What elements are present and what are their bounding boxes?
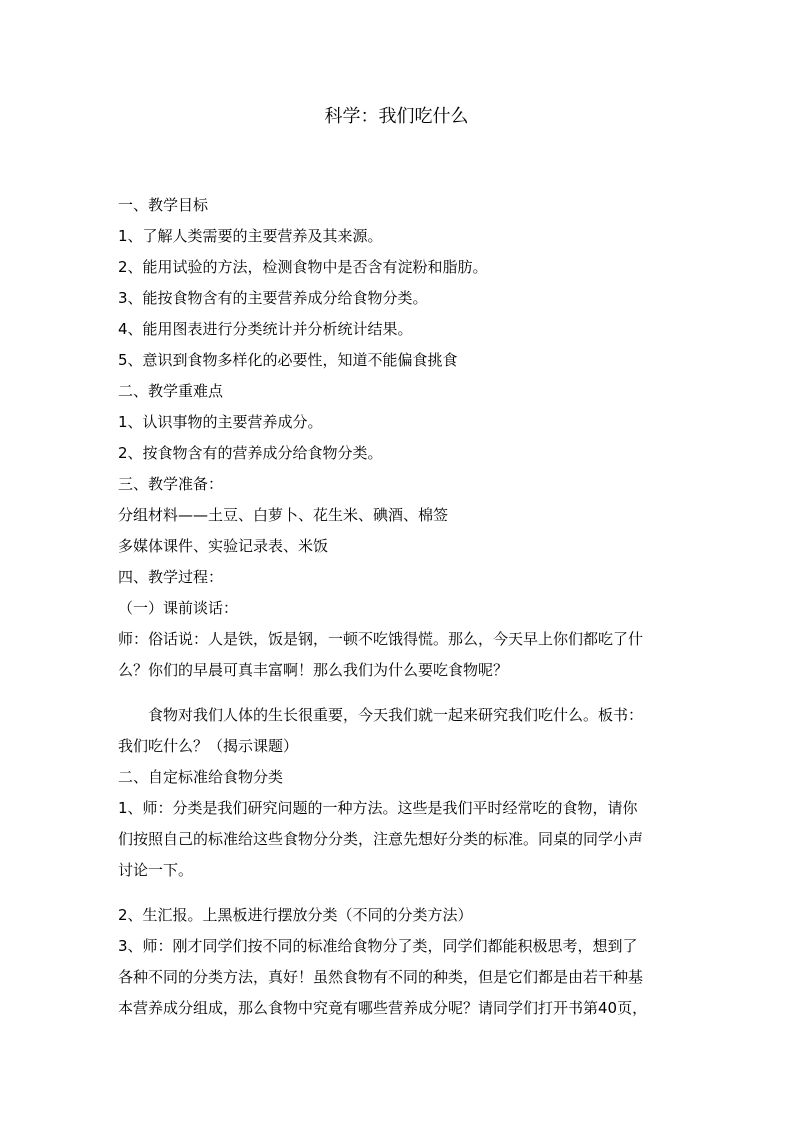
section-heading: 四、教学过程：	[118, 568, 224, 586]
paragraph-line: 本营养成分组成，那么食物中究竟有哪些营养成分呢？请同学们打开书第40页，	[118, 999, 648, 1017]
paragraph-line: 们按照自己的标准给这些食物分分类，注意先想好分类的标准。同桌的同学小声	[118, 830, 644, 848]
list-item: 2、按食物含有的营养成分给食物分类。	[118, 444, 383, 462]
section-heading: 二、自定标准给食物分类	[118, 768, 284, 786]
list-item: 1、了解人类需要的主要营养及其来源。	[118, 227, 383, 245]
paragraph-line: 讨论一下。	[118, 861, 194, 879]
section-heading: 二、教学重难点	[118, 382, 224, 400]
paragraph-gap	[118, 886, 678, 900]
paragraph-line: 1、师：分类是我们研究问题的一种方法。这些是我们平时经常吃的食物，请你	[118, 799, 638, 817]
list-item: 1、认识事物的主要营养成分。	[118, 413, 323, 431]
paragraph-line: 师：俗话说：人是铁，饭是钢，一顿不吃饿得慌。那么，今天早上你们都吃了什	[118, 630, 644, 648]
section-heading: 一、教学目标	[118, 196, 209, 214]
paragraph-line: 我们吃什么？（揭示课题）	[118, 737, 299, 755]
list-item: 4、能用图表进行分类统计并分析统计结果。	[118, 320, 413, 338]
paragraph-line: 食物对我们人体的生长很重要，今天我们就一起来研究我们吃什么。板书：	[148, 706, 644, 724]
paragraph-line: 2、生汇报。上黑板进行摆放分类（不同的分类方法）	[118, 906, 473, 924]
paragraph-line: 各种不同的分类方法，真好！虽然食物有不同的种类，但是它们都是由若干种基	[118, 968, 644, 986]
list-item: 5、意识到食物多样化的必要性，知道不能偏食挑食	[118, 351, 458, 369]
paragraph-line: 么？你们的早晨可真丰富啊！那么我们为什么要吃食物呢？	[118, 661, 509, 679]
page-title: 科学：我们吃什么	[324, 106, 469, 127]
paragraph-gap	[118, 686, 678, 700]
paragraph-line: 分组材料——土豆、白萝卜、花生米、碘酒、棉签	[118, 506, 449, 524]
subsection-heading: （一）课前谈话：	[118, 599, 239, 617]
list-item: 3、能按食物含有的主要营养成分给食物分类。	[118, 289, 428, 307]
list-item: 2、能用试验的方法，检测食物中是否含有淀粉和脂肪。	[118, 258, 488, 276]
document-body	[118, 190, 678, 1024]
paragraph-line: 多媒体课件、实验记录表、米饭	[118, 537, 329, 555]
paragraph-line: 3、师：刚才同学们按不同的标准给食物分了类，同学们都能积极思考，想到了	[118, 937, 638, 955]
section-heading: 三、教学准备：	[118, 475, 224, 493]
